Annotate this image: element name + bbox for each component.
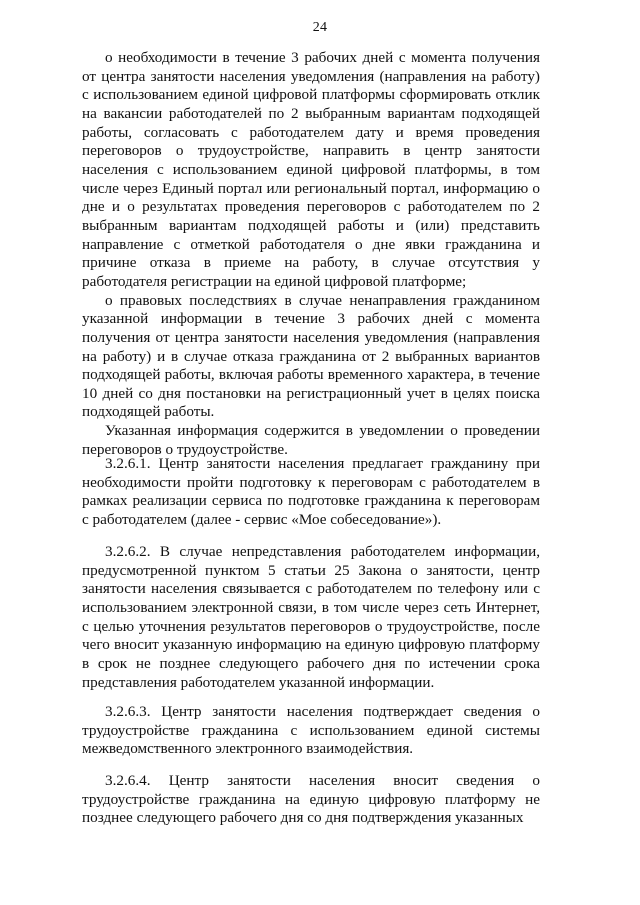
paragraph-necessity-notice: о необходимости в течение 3 рабочих дней с момента получения от центра занятости населения уведомления (направления на работу) с использованием единой цифровой платформы сформировать отклик на вакансии работодателей по 2 выбранным вариантам подходящей работы, согласовать с работодателем дату и время проведения переговоров о трудоустройстве, направить в центр занятости населения с использованием единой цифровой платформы, в том числе через Единый портал или региональный портал, информацию о дне и о результатах проведения переговоров с работодателем по 2 выбранным вариантам подходящей работы и (или) представить направление с отметкой работодателя о дне явки гражданина и причине отказа в приеме на работу, в случае отсутствия у работодателя регистрации на единой цифровой платформе; [82, 49, 540, 290]
paragraph-section-text: 3.2.6.2. В случае непредставления работодателем информации, предусмотренной пунктом 5 статьи 25 Закона о занятости, центр занятости населения связывается с работодателем по телефону или с использованием электронной связи, в том числе через сеть Интернет, с целью уточнения результатов переговоров о трудоустройстве, после чего вносит указанную информацию на единую цифровую платформу в срок не позднее следующего рабочего дня по истечении срока представления работодателем указанной информации. [82, 543, 540, 691]
section-3-2-6-1 [82, 455, 540, 530]
paragraph-section-text: 3.2.6.4. Центр занятости населения вносит сведения о трудоустройстве гражданина на единую цифровую платформу не позднее следующего рабочего дня со дня подтверждения указанных [82, 772, 540, 827]
paragraph-section-text: 3.2.6.3. Центр занятости населения подтверждает сведения о трудоустройстве гражданина с использованием единой системы межведомственного электронного взаимодействия. [82, 703, 540, 758]
section-3-2-6-2 [82, 543, 540, 692]
paragraph-section-text: 3.2.6.1. Центр занятости населения предлагает гражданину при необходимости пройти подготовку к переговорам с работодателем в рамках реализации сервиса по подготовке гражданина к переговорам с работодателем (далее - сервис «Мое собеседование»). [82, 455, 540, 528]
section-3-2-6-4 [82, 772, 540, 828]
section-3-2-6-3 [82, 703, 540, 759]
paragraph-notification-content: Указанная информация содержится в уведомлении о проведении переговоров о трудоустройстве. [82, 422, 540, 458]
paragraph-legal-consequences: о правовых последствиях в случае ненаправления гражданином указанной информации в течение 3 рабочих дней с момента получения от центра занятости населения уведомления (направления на работу) и в случае отказа гражданина от 2 выбранных вариантов подходящей работы, включая работы временного характера, в течение 10 дней со дня постановки на регистрационный учет в целях поиска подходящей работы. [82, 291, 540, 421]
intro-text-block [82, 49, 540, 459]
page-number: 24 [312, 20, 328, 35]
